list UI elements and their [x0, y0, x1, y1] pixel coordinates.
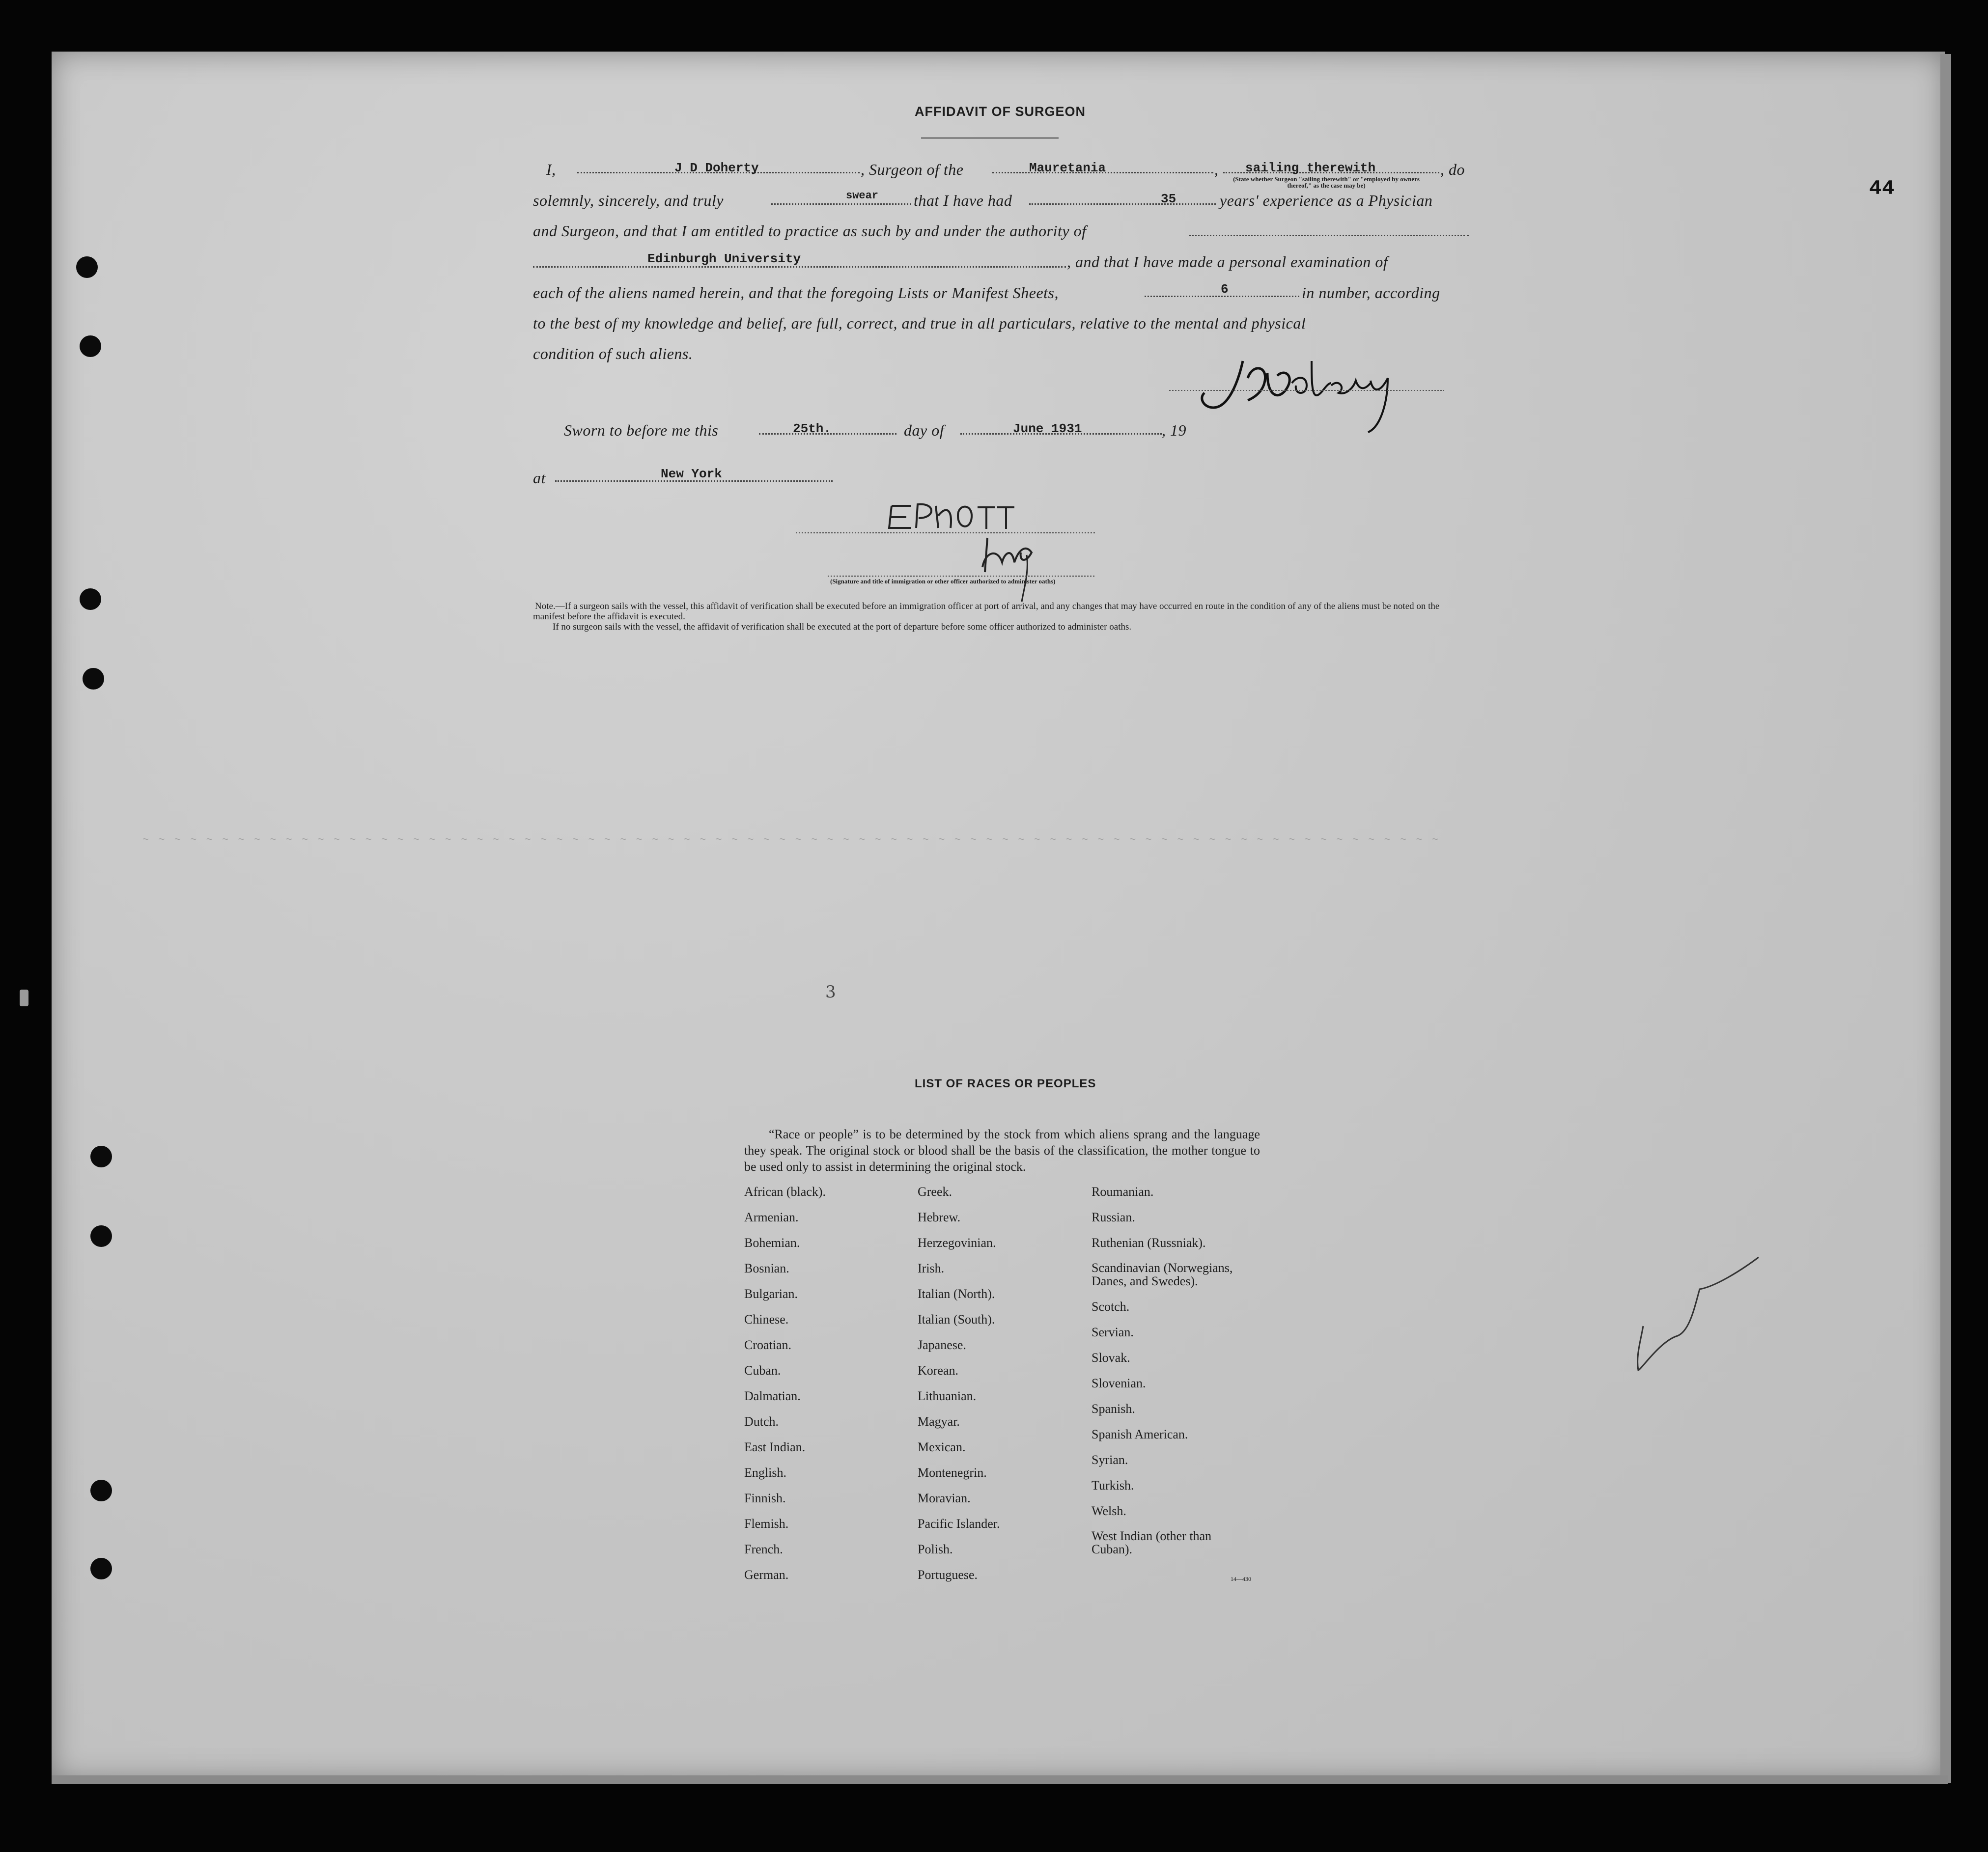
affidavit-text: solemnly, sincerely, and truly: [533, 192, 724, 209]
race-item: English.: [744, 1465, 786, 1480]
race-item: Flemish.: [744, 1517, 789, 1531]
blank-line: [533, 266, 1066, 268]
race-item: Chinese.: [744, 1312, 789, 1327]
punch-hole: [80, 588, 101, 610]
authority-name: Edinburgh University: [647, 251, 801, 266]
punch-hole: [83, 668, 104, 690]
bleed-through-text: ~ ~ ~ ~ ~ ~ ~ ~ ~ ~ ~ ~ ~ ~ ~ ~ ~ ~ ~ ~ ~ ~ ~ ~ ~ ~ ~ ~ ~ ~ ~ ~ ~ ~ ~ ~ ~ ~ ~ ~ ~ ~ ~ ~ ~ ~ ~ ~ ~ ~ ~ ~ ~ ~ ~ ~ ~ ~ ~ ~ ~ ~ ~ ~ ~ ~ ~ ~ ~ ~ ~ ~ ~ ~ ~ ~ ~ ~ ~ ~ ~ ~: [142, 834, 1440, 846]
affidavit-text: , and that I have made a personal examination of: [1067, 253, 1388, 271]
race-item: Bulgarian.: [744, 1287, 798, 1301]
race-item: Dutch.: [744, 1414, 779, 1429]
race-item: Slovenian.: [1092, 1376, 1146, 1390]
surgeon-name: J D Doherty: [674, 161, 759, 175]
race-item: Magyar.: [918, 1414, 960, 1429]
races-intro: “Race or people” is to be determined by the stock from which aliens sprang and the language they speak. The original stock or blood shall be the basis of the classification, the mother tongue to be used only to assist in determining the original stock.: [744, 1127, 1260, 1174]
race-item: German.: [744, 1568, 789, 1582]
affidavit-text: each of the aliens named herein, and that the foregoing Lists or Manifest Sheets,: [533, 284, 1059, 302]
punch-hole: [90, 1225, 112, 1247]
race-item: Croatian.: [744, 1338, 792, 1352]
form-code: 14—430: [1231, 1576, 1251, 1582]
race-item: Spanish.: [1092, 1402, 1135, 1416]
race-item: Finnish.: [744, 1491, 786, 1505]
affidavit-note: If no surgeon sails with the vessel, the affidavit of verification shall be executed at the port of departure before some officer authorized to administer oaths.: [553, 622, 1132, 632]
punch-hole: [76, 256, 98, 278]
race-item: Cuban.: [744, 1363, 781, 1378]
race-item: Bosnian.: [744, 1261, 789, 1275]
race-item: Irish.: [918, 1261, 945, 1275]
race-item: Turkish.: [1092, 1478, 1134, 1493]
affidavit-text: , Surgeon of the: [861, 161, 964, 178]
race-item: Pacific Islander.: [918, 1517, 1000, 1531]
blank-line: [1189, 235, 1469, 236]
race-item: Mexican.: [918, 1440, 966, 1454]
race-item: Italian (North).: [918, 1287, 995, 1301]
blank-line: [1029, 203, 1216, 205]
sworn-month: June 1931: [1013, 421, 1082, 436]
race-item: Polish.: [918, 1542, 953, 1556]
affidavit-text: I,: [546, 161, 556, 178]
race-item: Lithuanian.: [918, 1389, 977, 1403]
affidavit-text: at: [533, 469, 546, 487]
binding-clip: [20, 990, 28, 1006]
race-item: Montenegrin.: [918, 1465, 987, 1480]
race-item: Ruthenian (Russniak).: [1092, 1236, 1206, 1250]
race-item: Greek.: [918, 1185, 952, 1199]
vessel-name: Mauretania: [1029, 161, 1106, 175]
race-item: Servian.: [1092, 1325, 1134, 1339]
race-item: Moravian.: [918, 1491, 971, 1505]
race-item: Spanish American.: [1092, 1427, 1188, 1441]
race-item: East Indian.: [744, 1440, 806, 1454]
race-item: Scandinavian (Norwegians, Danes, and Swedes).: [1092, 1261, 1233, 1288]
page-number: 44: [1869, 177, 1895, 200]
affidavit-text: condition of such aliens.: [533, 345, 693, 362]
officer-signature: [796, 494, 1095, 607]
sheet-edge: [52, 1775, 1948, 1784]
race-item: Portuguese.: [918, 1568, 978, 1582]
race-item: Welsh.: [1092, 1504, 1126, 1518]
oath-word: swear: [846, 190, 879, 202]
race-item: Armenian.: [744, 1210, 799, 1224]
races-title: LIST OF RACES OR PEOPLES: [915, 1077, 1096, 1090]
race-item: Scotch.: [1092, 1299, 1130, 1314]
affidavit-text: to the best of my knowledge and belief, are full, correct, and true in all particulars, relative to the mental and physical: [533, 314, 1306, 332]
race-item: Bohemian.: [744, 1236, 800, 1250]
affidavit-text: and Surgeon, and that I am entitled to practice as such by and under the authority of: [533, 222, 1087, 240]
affidavit-text: day of: [904, 421, 945, 439]
punch-hole: [90, 1480, 112, 1501]
punch-hole: [80, 335, 101, 357]
blank-line: [771, 203, 911, 205]
sailing-status: sailing therewith: [1245, 161, 1376, 175]
race-item: Roumanian.: [1092, 1185, 1154, 1199]
race-item: Italian (South).: [918, 1312, 995, 1327]
affidavit-text: years' experience as a Physician: [1220, 192, 1433, 209]
race-item: African (black).: [744, 1185, 826, 1199]
race-item: Japanese.: [918, 1338, 966, 1352]
race-item: French.: [744, 1542, 783, 1556]
affidavit-text: in number, according: [1302, 284, 1440, 302]
years-experience: 35: [1161, 192, 1176, 206]
sheet-edge: [1940, 54, 1951, 1783]
race-item: Slovak.: [1092, 1351, 1130, 1365]
affidavit-text: that I have had: [914, 192, 1012, 209]
sworn-place: New York: [661, 467, 722, 481]
officer-caption: (Signature and title of immigration or other officer authorized to administer oaths): [830, 578, 1056, 585]
sailing-note: (State whether Surgeon "sailing therewith" or "employed by owners thereof," as the case may be): [1233, 175, 1420, 189]
surgeon-signature: [1169, 354, 1444, 442]
race-item: Herzegovinian.: [918, 1236, 996, 1250]
sworn-day: 25th.: [793, 421, 832, 436]
affidavit-text: , 19: [1162, 421, 1186, 439]
sheets-count: 6: [1221, 282, 1229, 297]
race-item: Syrian.: [1092, 1453, 1128, 1467]
affidavit-note: Note.—If a surgeon sails with the vessel, this affidavit of verification shall be executed before an immigration officer at port of arrival, and any changes that may have occurred en route in the condition of any of the aliens must be noted on the manifest before the affidavit is executed.: [533, 601, 1440, 622]
affidavit-title: AFFIDAVIT OF SURGEON: [915, 104, 1086, 119]
stray-mark: 3: [825, 982, 836, 1002]
pen-scribble: [1631, 1252, 1778, 1380]
race-item: West Indian (other than Cuban).: [1092, 1529, 1212, 1556]
race-item: Russian.: [1092, 1210, 1135, 1224]
race-item: Korean.: [918, 1363, 959, 1378]
punch-hole: [90, 1558, 112, 1579]
punch-hole: [90, 1146, 112, 1167]
race-item: Hebrew.: [918, 1210, 961, 1224]
affidavit-text: ,: [1214, 161, 1219, 178]
affidavit-text: , do: [1440, 161, 1465, 178]
race-item: Dalmatian.: [744, 1389, 801, 1403]
affidavit-text: Sworn to before me this: [564, 421, 719, 439]
